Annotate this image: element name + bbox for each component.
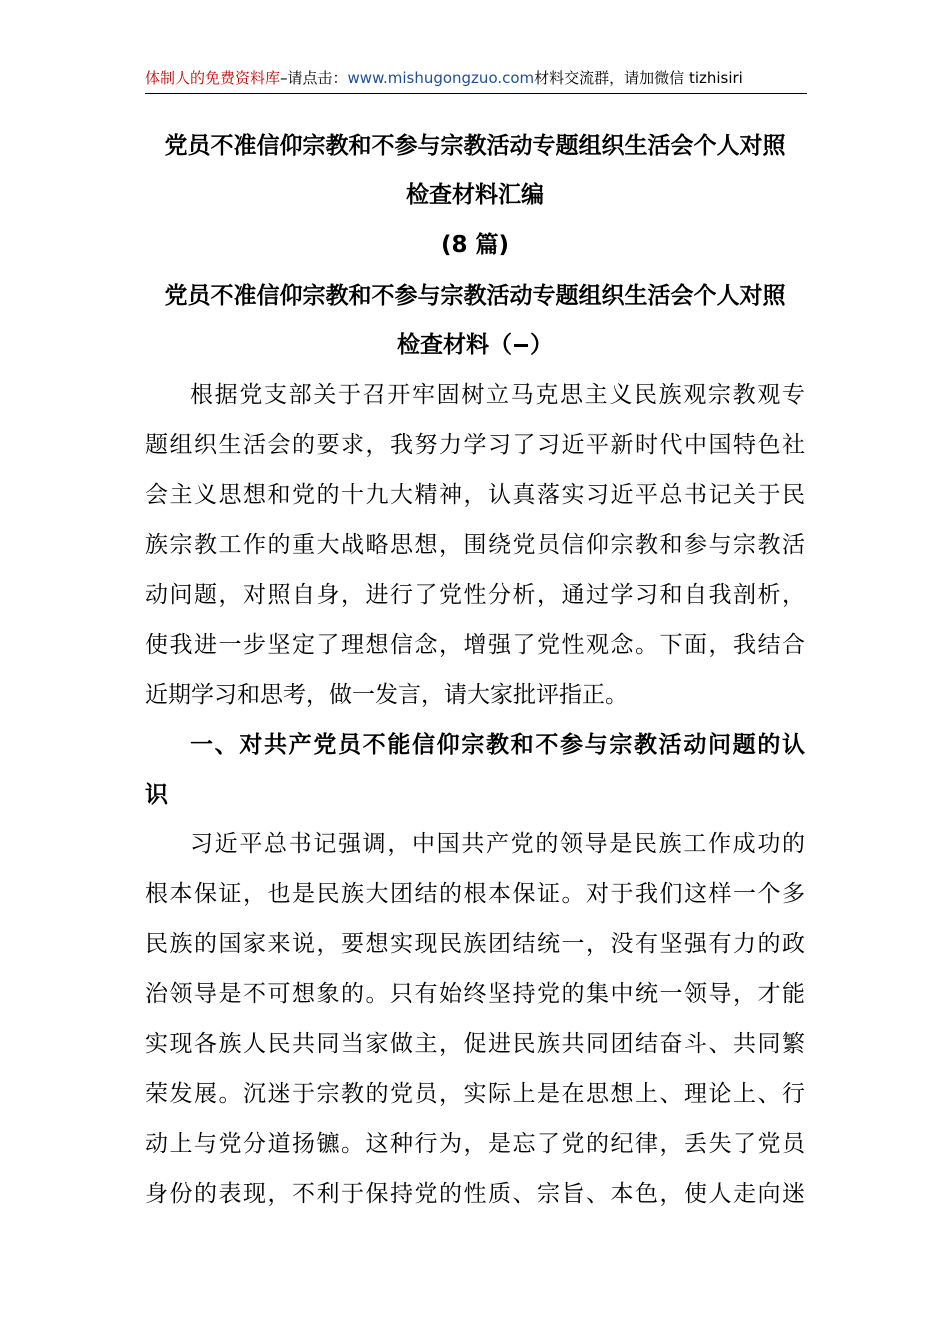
heading-line: 识 [145, 782, 168, 808]
paragraph-line: 身份的表现，不利于保持党的性质、宗旨、本色，使人走向迷 [145, 1181, 805, 1207]
page-header [145, 66, 807, 94]
paragraph-line: 族宗教工作的重大战略思想，围绕党员信仰宗教和参与宗教活 [145, 532, 805, 558]
paragraph-line: 实现各族人民共同当家做主，促进民族共同团结奋斗、共同繁 [145, 1031, 805, 1057]
header-prompt: –请点击： [280, 69, 348, 87]
article-title-line-1: 党员不准信仰宗教和不参与宗教活动专题组织生活会个人对照 [164, 283, 786, 309]
document-count [145, 230, 805, 260]
document-count-unit: 篇) [475, 232, 510, 258]
document-title-line-1: 党员不准信仰宗教和不参与宗教活动专题组织生活会个人对照 [164, 133, 786, 159]
document-title-line-2: 检查材料汇编 [406, 182, 544, 208]
document-count-number: (8 [440, 232, 468, 258]
article-title-close: ） [530, 332, 553, 358]
article-title-line-2 [145, 330, 805, 360]
paragraph-line: 题组织生活会的要求，我努力学习了习近平新时代中国特色社 [145, 432, 805, 458]
paragraph-line: 近期学习和思考，做一发言，请大家批评指正。 [145, 682, 628, 708]
paragraph-line: 治领导是不可想象的。只有始终坚持党的集中统一领导，才能 [145, 981, 805, 1007]
paragraph-line: 动上与党分道扬镳。这种行为，是忘了党的纪律，丢失了党员 [145, 1131, 805, 1157]
paragraph-line: 会主义思想和党的十九大精神，认真落实习近平总书记关于民 [145, 482, 805, 508]
article-title-text: 检查材料（ [397, 332, 512, 358]
paragraph-line: 动问题，对照自身，进行了党性分析，通过学习和自我剖析， [145, 582, 805, 608]
header-website-link[interactable]: www.mishugongzuo.com [347, 69, 535, 87]
paragraph-line: 根本保证，也是民族大团结的根本保证。对于我们这样一个多 [145, 881, 805, 907]
paragraph-line: 荣发展。沉迷于宗教的党员，实际上是在思想上、理论上、行 [145, 1081, 805, 1107]
chinese-numeral-one-mark [514, 344, 528, 347]
header-brand: 体制人的免费资料库 [145, 69, 281, 87]
paragraph-line: 使我进一步坚定了理想信念，增强了党性观念。下面，我结合 [145, 632, 805, 658]
heading-line: 一、对共产党员不能信仰宗教和不参与宗教活动问题的认 [190, 732, 805, 758]
paragraph-line: 民族的国家来说，要想实现民族团结统一，没有坚强有力的政 [145, 931, 805, 957]
header-note: 材料交流群，请加微信 tizhisiri [534, 69, 743, 87]
paragraph-line: 习近平总书记强调，中国共产党的领导是民族工作成功的 [190, 831, 805, 857]
paragraph-line: 根据党支部关于召开牢固树立马克思主义民族观宗教观专 [190, 382, 805, 408]
